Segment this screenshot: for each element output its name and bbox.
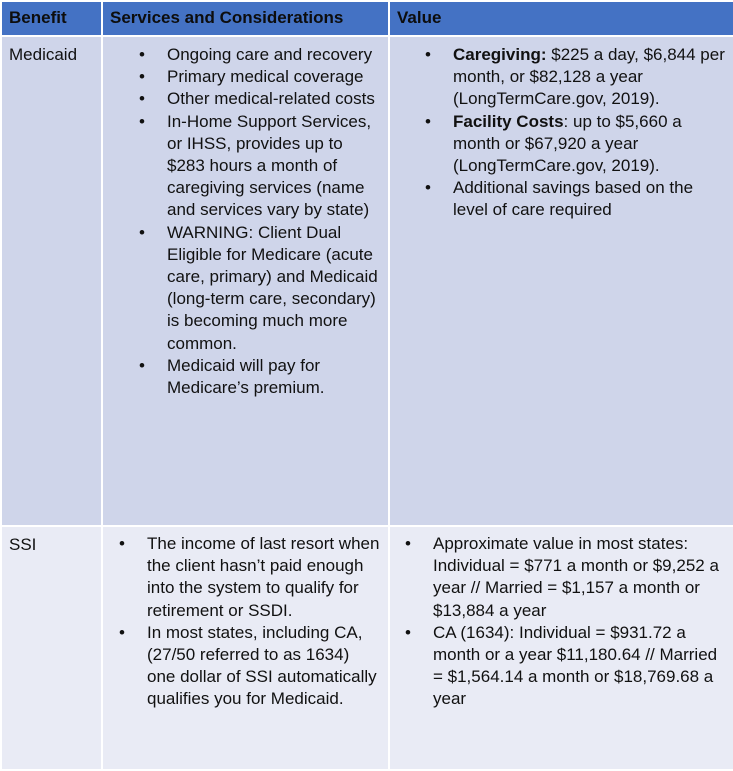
value-cell: [389, 526, 733, 770]
list-item: [403, 622, 727, 711]
list-item-text: $225 a day, $6,844 per month, or $82,128 a year (LongTermCare.gov, 2019).: [453, 45, 725, 109]
benefit-cell: SSI: [1, 526, 102, 770]
bullet-icon: •: [425, 45, 431, 64]
bullet-icon: •: [405, 534, 411, 553]
list-item: [137, 222, 380, 355]
table-row-ssi: [1, 526, 733, 770]
list-item-text: Ongoing care and recovery: [167, 45, 373, 64]
bullet-icon: •: [425, 178, 431, 198]
list-item-text: Primary medical coverage: [167, 67, 364, 87]
list-item-text: In most states, including CA, (27/50 referred to as 1634) one dollar of SSI automatically qualifies you for Medicaid.: [147, 622, 377, 709]
table-row-medicaid: [1, 36, 733, 526]
list-item: [137, 355, 380, 399]
value-list: [390, 37, 733, 222]
bullet-icon: •: [119, 534, 125, 553]
list-item: [137, 111, 380, 222]
list-item: [403, 533, 727, 622]
item-label: Caregiving:: [453, 45, 547, 64]
bullet-icon: •: [139, 222, 145, 242]
header-benefit: Benefit: [1, 1, 102, 36]
header-row: [1, 1, 733, 36]
header-services: Services and Considerations: [102, 1, 389, 36]
bullet-icon: •: [139, 89, 145, 109]
list-item: [137, 66, 380, 88]
list-item: [137, 44, 380, 66]
bullet-icon: •: [139, 67, 145, 87]
value-list: [390, 527, 733, 711]
header-value: Value: [389, 1, 733, 36]
bullet-icon: •: [405, 622, 411, 642]
services-list: [103, 37, 388, 399]
bullet-icon: •: [139, 355, 145, 375]
list-item: [423, 111, 727, 178]
list-item-text: WARNING: Client Dual Eligible for Medicare (acute care, primary) and Medicaid (long-term care, secondary) is becoming much more common.: [167, 222, 378, 353]
list-item: [137, 88, 380, 110]
list-item-text: : up to $5,660 a month or $67,920 a year (LongTermCare.gov, 2019).: [453, 111, 682, 176]
list-item-text: Additional savings based on the level of care required: [453, 178, 694, 220]
bullet-icon: •: [139, 111, 145, 131]
list-item-text: The income of last resort when the client hasn’t paid enough into the system to qualify for retirement or SSDI.: [147, 534, 380, 620]
list-item: [117, 533, 380, 622]
list-item-text: CA (1634): Individual = $931.72 a month or a year $11,180.64 // Married = $1,564.14 a month or $18,769.68 a year: [433, 622, 718, 709]
bullet-icon: •: [119, 622, 125, 642]
value-cell: [389, 36, 733, 526]
bullet-icon: •: [139, 45, 145, 64]
list-item-text: Approximate value in most states: Individual = $771 a month or $9,252 a year // Married = $1,157 a month or $13,884 a year: [433, 534, 719, 620]
list-item-text: Medicaid will pay for Medicare’s premium.: [167, 355, 325, 398]
item-label: Facility Costs: [453, 111, 564, 131]
services-list: [103, 527, 388, 711]
benefit-cell: Medicaid: [1, 36, 102, 526]
list-item-text: In-Home Support Services, or IHSS, provides up to $283 hours a month of caregiving services (name and services vary by state): [167, 111, 372, 220]
list-item: [117, 622, 380, 711]
list-item: [423, 44, 727, 111]
services-cell: [102, 36, 389, 526]
list-item-text: Other medical-related costs: [167, 89, 375, 109]
bullet-icon: •: [425, 111, 431, 131]
services-cell: [102, 526, 389, 770]
list-item: [423, 177, 727, 221]
